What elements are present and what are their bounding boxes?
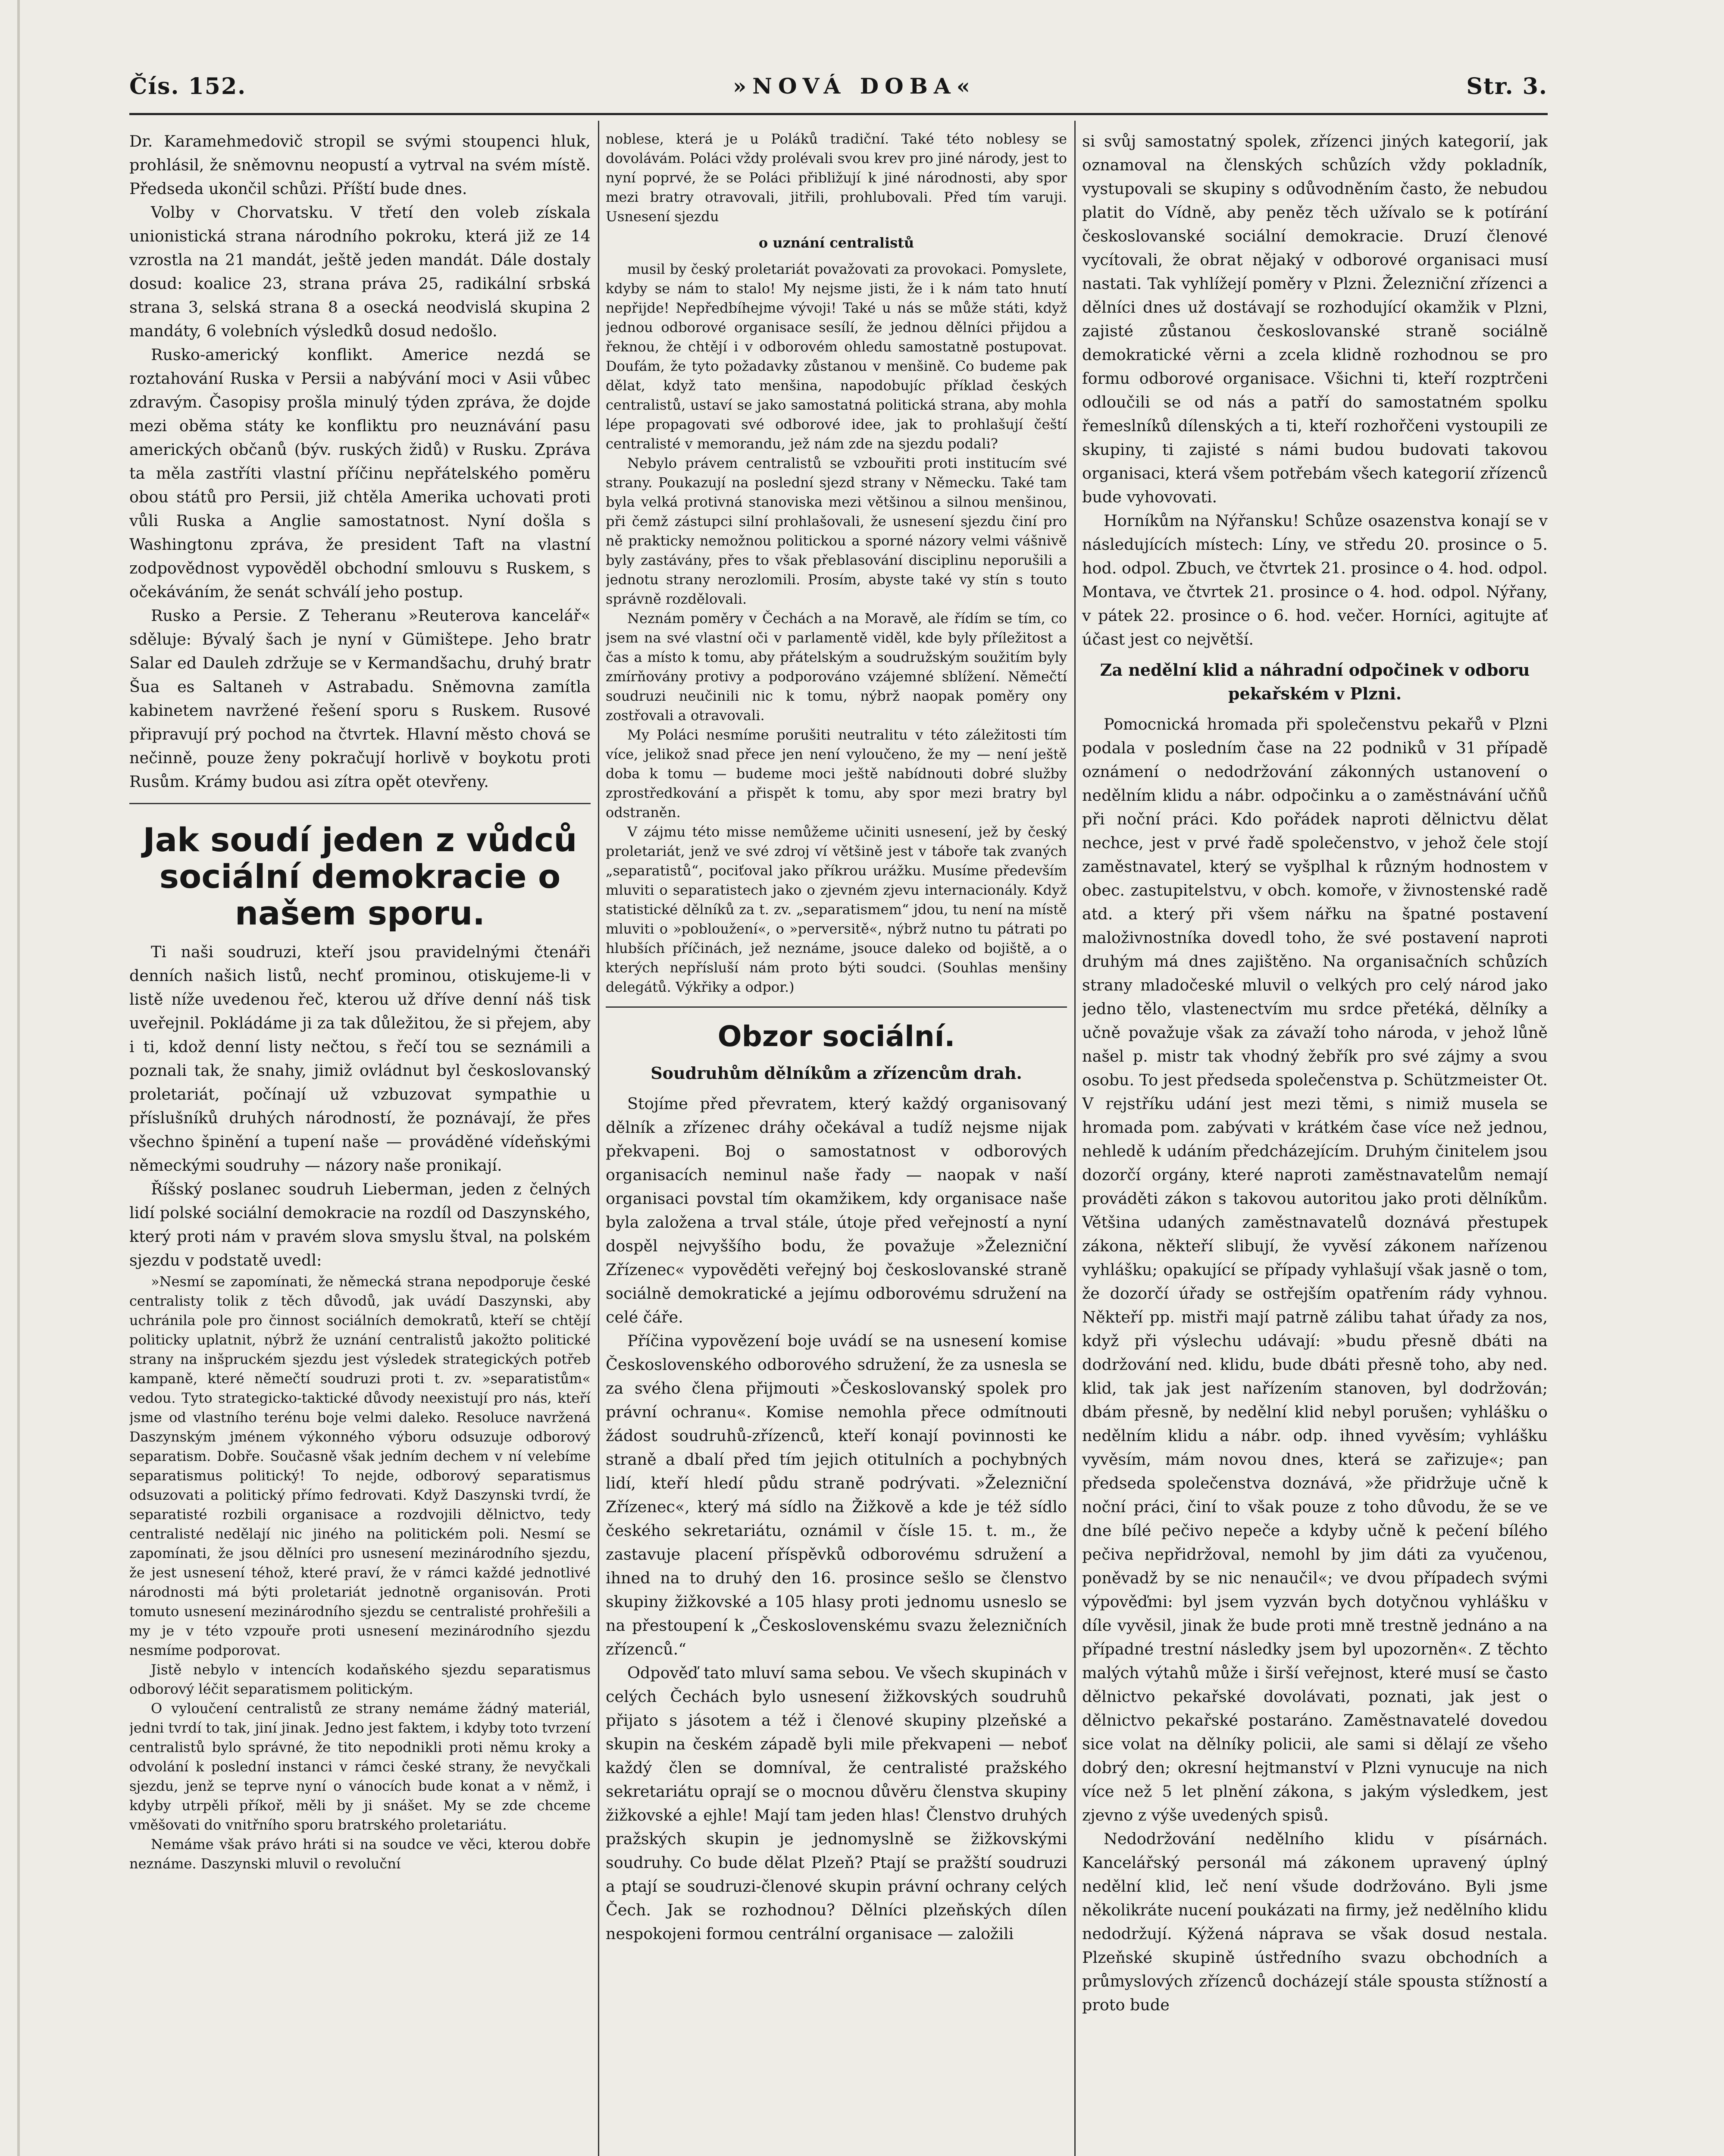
scan-edge [17, 0, 20, 2156]
paragraph: Volby v Chorvatsku. V třetí den voleb získala unionistická strana národního pokroku, která již ze 14 vzrostla na 21 mandát, ještě jeden mandát. Dále dostaly dosud: koalice 23, strana práva 25, radikální srbská strana 3, selská strana 8 a osecká neodvislá skupina 2 mandáty, 6 volebních výsledků dosud nedošlo. [129, 203, 591, 340]
quote-paragraph: musil by český proletariát považovati za provokaci. Pomyslete, kdyby se nám to stalo! My nejsme jisti, že i k nám tato hnutí nepřijde! Nepředbíhejme vývoji! Také u nás se může státi, když jednou odborové organisace sesílí, že jednou dělníci přijdou a řeknou, že chtějí i v odborovém ohledu samostatně postupovat. Doufám, že tyto požadavky zůstanou v menšině. Co budeme pak dělat, když tato menšina, napodobujíc příklad českých centralistů, ustaví se jako samostatná politická strana, aby mohla lépe propagovati své odborové idee, jak to prohlašují čeští centralisté v memorandu, jež nám zde na sjezdu podali? [606, 261, 1067, 452]
paragraph: Stojíme před převratem, který každý organisovaný dělník a zřízenec dráhy očekával a tudíž nejsme nijak překvapeni. Boj o samostatnost v odborových organisacích neminul naše řady — naopak v naší organisaci povstal tím okamžikem, kdy organisace naše byla založena a trval stále, útoje před veřejností a nyní dospěl nejvyššího bodu, že považuje »Železniční Zřízenec« vypověděti veřejný boj českoslovanské straně sociálně demokratické a jejímu odborovému sdružení na celé čáře. [606, 1094, 1067, 1326]
quote-paragraph: O vyloučení centralistů ze strany nemáme žádný materiál, jedni tvrdí to tak, jiní jinak. Jedno jest faktem, i kdyby toto tvrzení centralistů bylo správné, že tito nepodnikli proti němu kroky a odvolání k poslední instanci v rámci české strany, že nevyčkali sjezdu, jenž se teprve nyní o vánocích bude konat a v němž, i kdyby utrpěli příkoř, měli by ji snášet. My se zde chceme vměšovati do vnitřního sporu bratrského proletariátu. [129, 1700, 591, 1833]
column-3 [1082, 129, 1548, 2156]
paragraph: Ti naši soudruzi, kteří jsou pravidelnými čtenáři denních našich listů, nechť prominou, otiskujeme-li v listě níže uvedenou řeč, kterou už dříve denní náš tisk uveřejnil. Pokládáme ji za tak důležitou, že si přejem, aby i ti, kdož denní listy nečtou, s řečí tou se seznámili a poznali tak, že snahy, jimiž ovládnut byl českoslovanský proletariát, počínají už vzbuzovat sympathie u příslušníků druhých národností, že poznávají, že přes všechno špinění a tupení naše — prováděné vídeňskými německými soudruhy — názory naše pronikají. [129, 943, 591, 1175]
quote-paragraph: noblese, která je u Poláků tradiční. Také této noblesy se dovolávám. Poláci vždy prolévali svou krev pro jiné národy, jest to nyní poprvé, že se Poláci přibližují k jiné národnosti, aby spor mezi bratry otravovali, jitřili, prohlubovali. Před tím varuji. Usnesení sjezdu [606, 131, 1067, 225]
paragraph: Horníkům na Nýřansku! Schůze osazenstva konají se v následujících místech: Líny, ve středu 20. prosince o 5. hod. odpol. Zbuch, ve čtvrtek 21. prosince o 4. hod. odpol. Montava, ve čtvrtek 21. prosince o 4. hod. odpol. Nýřany, v pátek 22. prosince o 6. hod. večer. Horníci, agitujte ať účast jest co největší. [1082, 511, 1548, 649]
paragraph: Rusko-americký konflikt. Americe nezdá se roztahování Ruska v Persii a nabývání moci v Asii vůbec zdravým. Časopisy prošla minulý týden zpráva, že dojde mezi oběma státy ke konfliktu pro neuznávání pasu amerických občanů (býv. ruských židů) v Rusku. Zpráva ta měla zastříti vlastní příčinu nepřátelského poměru obou států pro Persii, již chtěla Amerika uchovati proti vůli Ruska a Anglie samostatnost. Nyní došla s Washingtonu zpráva, že president Taft na vlastní zodpovědnost vypověděl obchodní smlouvu s Ruskem, s očekáváním, že senát schválí jeho postup. [129, 345, 591, 601]
paragraph: Odpověď tato mluví sama sebou. Ve všech skupinách v celých Čechách bylo usnesení žižkovských soudruhů přijato s jásotem a též i členové skupiny plzeňské a skupin na českém západě byli mile překvapeni — neboť každý člen se domníval, že centralisté pražského sekretariátu oprají se o mocnou důvěru členstva skupiny žižkovské a ejhle! Mají tam jeden hlas! Členstvo druhých pražských skupin je jednomyslně se žižkovskými soudruhy. Co bude dělat Plzeň? Ptají se pražští soudruzi a ptají se soudruzi-členové skupin právní ochrany celých Čech. Jak se rozhodnou? Dělníci plzeňských dílen nespokojeni formou centrální organisace — založili [606, 1663, 1067, 1943]
paragraph: Nedodržování nedělního klidu v písárnách. Kancelářský personál má zákonem upravený úplný nedělní klid, leč není všude dodržováno. Byli jsme několikráte nucení poukázati na firmy, jež nedělního klidu nedodržují. Kýžená náprava se však dosud nestala. Plzeňské skupině ústředního svazu obchodních a průmyslových zřízenců docházejí stále spousta stížností a proto bude [1082, 1830, 1548, 2014]
section-divider [129, 803, 591, 804]
paragraph: si svůj samostatný spolek, zřízenci jiných kategorií, jak oznamoval na členských schůzích vždy pokladník, vystupovali se skupiny s odůvodněním často, že nebudou platit do Vídně, aby peněz těch užívalo se k potírání českoslovanské sociální demokracie. Druzí členové vycítovali, že obrat nějaký v odborové organisaci musí nastati. Tak vyhlížejí poměry v Plzni. Železniční zřízenci a dělníci dnes už dostávají se rozhodující okamžik v Plzni, zajisté zůstanou českoslovanské straně sociálně demokratické věrni a zcela klidně rozhodnou se pro formu odborové organisace. Všichni ti, kteří rozptrčeni odloučili se od nás a patří do samostatném spolku řemeslníků dílenských a ti, kteří rozhořčeni vystoupili ze skupiny, ti zajisté s námi budou budovati takovou organisaci, která všem potřebám všech kategorií zřízenců bude vyhovovati. [1082, 132, 1548, 506]
article-headline: Jak soudí jeden z vůdců sociální demokracie o našem sporu. [143, 821, 577, 933]
quote-paragraph: »Nesmí se zapomínati, že německá strana nepodporuje české centralisty tolik z těch důvodů, jak uvádí Daszynski, aby uchránila pole pro činnost sociálních demokratů, kteří se chtějí politicky uplatnit, nýbrž že uznání centralistů jakožto politické strany na inšpruckém sjezdu jest výsledek strategických potřeb kampaně, které němečtí soudruzi proti t. zv. »separatistům« vedou. Tyto strategicko-taktické důvody neexistují pro nás, kteří jsme od vlastního terénu boje velmi daleko. Resoluce navržená Daszynským jménem výkonného výboru odsuzuje odborový separatism. Dobře. Současně však jedním dechem v ní velebíme separatismus politický! To nejde, odborový separatismus odsuzovati a politický přímo fedrovati. Když Daszynski tvrdí, že separatisté rozbili organisace a rozdvojili dělnictvo, tedy centralisté nedělají nic jiného na politickém poli. Nesmí se zapomínati, že jsou dělníci pro usnesení mezinárodního sjezdu, že jest usnesení téhož, které praví, že v rámci každé jednotlivé národnosti má býti proletariát jednotně organisován. Proti tomuto usnesení mezinárodního sjezdu se centralisté prohřešili a my je v této vzpouře proti usnesení mezinárodního sjezdu nesmíme podporovat. [129, 1273, 591, 1659]
paragraph: Pomocnická hromada při společenstvu pekařů v Plzni podala v posledním čase na 22 podniků v 31 případě oznámení o nedodržování zákonných ustanovení o nedělním klidu a nábr. odpočinku a o zaměstnávání učňů při noční práci. Kdo pořádek naproti dělnictvu dělat nechce, jest v prvé řadě společenstvo, v jehož čele stojí zaměstnavatel, který se vyšplhal k různým hodnostem v obec. zastupitelstvu, v obch. komoře, v živnostenské radě atd. a který při všem nářku na špatné postavení maloživnostníka dovedl toho, že své postavení naproti druhým má dnes zajištěno. Na organisačních schůzích strany mladočeské mluvil o velkých pro celý národ jako jedno tělo, vlastenectvím mu srdce přetéká, dělníky a učně považuje však za závaží toho národa, v jehož lůně našel p. mistr tak vhodný žebřík pro své zájmy a svou osobu. To jest předseda společenstva p. Schützmeister Ot. V rejstříku udání jest mezi těmi, s nimiž musela se hromada pom. zabývati v krátkém čase více než jednou, nehledě k udáním předcházejícím. Druhým činitelem jsou dozorčí orgány, které naproti zaměstnavatelům nemají prováděti zákon s takovou autoritou jako proti dělníkům. Většina udaných zaměstnavatelů doznává přestupek zákona, někteří slibují, že vyvěsí zákonem nařízenou vyhlášku; opakující se případy vyhlašují však jasně o tom, že dozorčí úřady se ostřejším opatřením rády vyhnou. Někteří pp. mistři mají patrně zálibu tahat úřady za nos, když při výslechu udávají: »budu přesně dbáti na dodržování ned. klidu, bude dbáti přesně toho, aby ned. klid, tak jak jest nařízením stanoven, byl dodržován; dbám přesně, by nedělní klid nebyl porušen; vyhlášku o nedělním klidu a nábr. odp. ihned vyvěsím; vyhlášku vyvěsím, mám novou dnes, která se zařizuje«; pan předseda společenstva doznává, »že přidržuje učně k noční práci, činí to však pouze z toho důvodu, že se ve dne bílé pečivo nepeče a kdyby učně k pečení bílého pečiva nepřidržoval, nemohl by jim dáti za vyučenou, poněvadž by se nic nenaučil«; ve dvou případech svými výpověďmi: byl jsem vyzván bych dotyčnou vyhlášku v díle vyvěsil, jinak že bude proti mně trestně jednáno a na případné trestní následky jsem byl upozorněn«. Z těchto malých výtahů může i širší veřejnost, které musí se často dělnictvo pekařské dovolávati, poznati, jak jest o dělnictvo pekařské postaráno. Zaměstnavatelé dovedou sice volat na dělníky policii, ale sami si dělají ze všeho dobrý den; okresní hejtmanství v Plzni vynucuje na nich více než 5 let plnění zákona, s jakým výsledkem, jest zjevno z výše uvedených spisů. [1082, 715, 1548, 1824]
paragraph: Rusko a Persie. Z Teheranu »Reuterova kancelář« sděluje: Bývalý šach je nyní v Gümištepe. Jeho bratr Salar ed Dauleh zdržuje se v Kermandšachu, druhý bratr Šua es Saltaneh v Astrabadu. Sněmovna zamítla kabinetem navržené řešení sporu s Ruskem. Rusové připravují prý pochod na čtvrtek. Hlavní město chová se nečinně, pouze ženy pokračují horlivě v boykotu proti Rusům. Krámy budou asi zítra opět otevřeny. [129, 606, 591, 791]
issue-number: Čís. 152. [129, 73, 247, 100]
section-headline: Obzor sociální. [717, 1020, 955, 1053]
subheading: Za nedělní klid a náhradní odpočinek v odboru pekařském v Plzni. [1100, 660, 1530, 703]
subheading: o uznání centralistů [758, 235, 914, 251]
quote-paragraph: V zájmu této misse nemůžeme učiniti usnesení, jež by český proletariát, jenž ve své zdroj ví většině jest v táboře tak zvaných „separatistů“, pociťoval jako příkrou urážku. Musíme především mluviti o separatistech jako o zjevném zjevu internacionály. Když statistické dělníků za t. zv. „separatismem“ jdou, tu není na místě mluviti o »pobloužení«, o »perversitě«, nýbrž nutno tu pátrati po hlubších příčinách, jež neznáme, jsouce daleko od bojiště, a o kterých nepřísluší nám proto býti soudci. (Souhlas menšiny delegátů. Výkřiky a odpor.) [606, 824, 1067, 995]
paragraph: Říšský poslanec soudruh Lieberman, jeden z čelných lidí polské sociální demokracie na rozdíl od Daszynského, který proti nám v pravém slova smyslu štval, na polském sjezdu v podstatě uvedl: [129, 1180, 591, 1270]
page-number: Str. 3. [1466, 73, 1548, 100]
column-rule-1 [598, 121, 599, 2156]
section-divider [606, 1006, 1067, 1008]
column-2 [606, 129, 1067, 2156]
column-1 [129, 129, 591, 2156]
page-header [129, 73, 1548, 112]
column-rule-2 [1074, 121, 1076, 2156]
quote-paragraph: Jistě nebylo v intencích kodaňského sjezdu separatismus odborový léčit separatismem politickým. [129, 1661, 591, 1698]
header-rule [129, 113, 1548, 115]
quote-paragraph: Nebylo právem centralistů se vzbouřiti proti institucím své strany. Poukazují na poslední sjezd strany v Německu. Také tam byla velká protivná stanoviska mezi většinou a silnou menšinou, při čemž zástupci silní prohlašovali, že usnesení sjezdu činí pro ně prakticky nemožnou politickou a sporné názory velmi vášnivě byly zastávány, přes to však přeblasování disciplinu neporušili a jednotu strany nerozlomili. Prosím, abyste také vy stín s touto správně rozdělovali. [606, 455, 1067, 607]
newspaper-title: »NOVÁ DOBA« [733, 73, 976, 99]
quote-paragraph: Nemáme však právo hráti si na soudce ve věci, kterou dobře neznáme. Daszynski mluvil o revoluční [129, 1836, 591, 1872]
paragraph: Dr. Karamehmedovič stropil se svými stoupenci hluk, prohlásil, že sněmovnu neopustí a vytrval na svém místě. Předseda ukončil schůzi. Příští bude dnes. [129, 132, 591, 198]
paragraph: Příčina vypovězení boje uvádí se na usnesení komise Československého odborového sdružení, že za usnesla se za svého člena přijmouti »Českoslovanský spolek pro právní ochranu«. Komise nemohla přece odmítnouti žádost soudruhů-zřízenců, kteří konají povinnosti ke straně a dbalí před tím jejich otitulních a pochybných lidí, kteří hledí půdu straně podrývati. »Železniční Zřízenec«, který má sídlo na Žižkově a kde je též sídlo českého sekretariátu, oznámil v čísle 15. t. m., že zastavuje placení příspěvků odborovému sdružení a ihned na to druhý den 16. prosince sešlo se členstvo skupiny žižkovské a 105 hlasy proti jednomu usneslo se na přestoupení k „Československému svazu železničních zřízenců.“ [606, 1331, 1067, 1658]
quote-paragraph: My Poláci nesmíme porušiti neutralitu v této záležitosti tím více, jelikož snad přece jen není vyloučeno, že my — není ještě doba k tomu — budeme moci ještě nabídnouti dobré služby zprostředkování a přispět k tomu, aby spor mezi bratry byl odstraněn. [606, 727, 1067, 821]
subheading: Soudruhům dělníkům a zřízencům drah. [651, 1063, 1022, 1083]
quote-paragraph: Neznám poměry v Čechách a na Moravě, ale řídím se tím, co jsem na své vlastní oči v parlamentě viděl, kde byly příležitost a čas a místo k tomu, aby přátelským a soudružským soužitím byly zmírňovány protivy a podporováno vzájemné sblížení. Němečtí soudruzi neučinili nic k tomu, nýbrž naopak poměry ony zostřovali a otravovali. [606, 610, 1067, 724]
